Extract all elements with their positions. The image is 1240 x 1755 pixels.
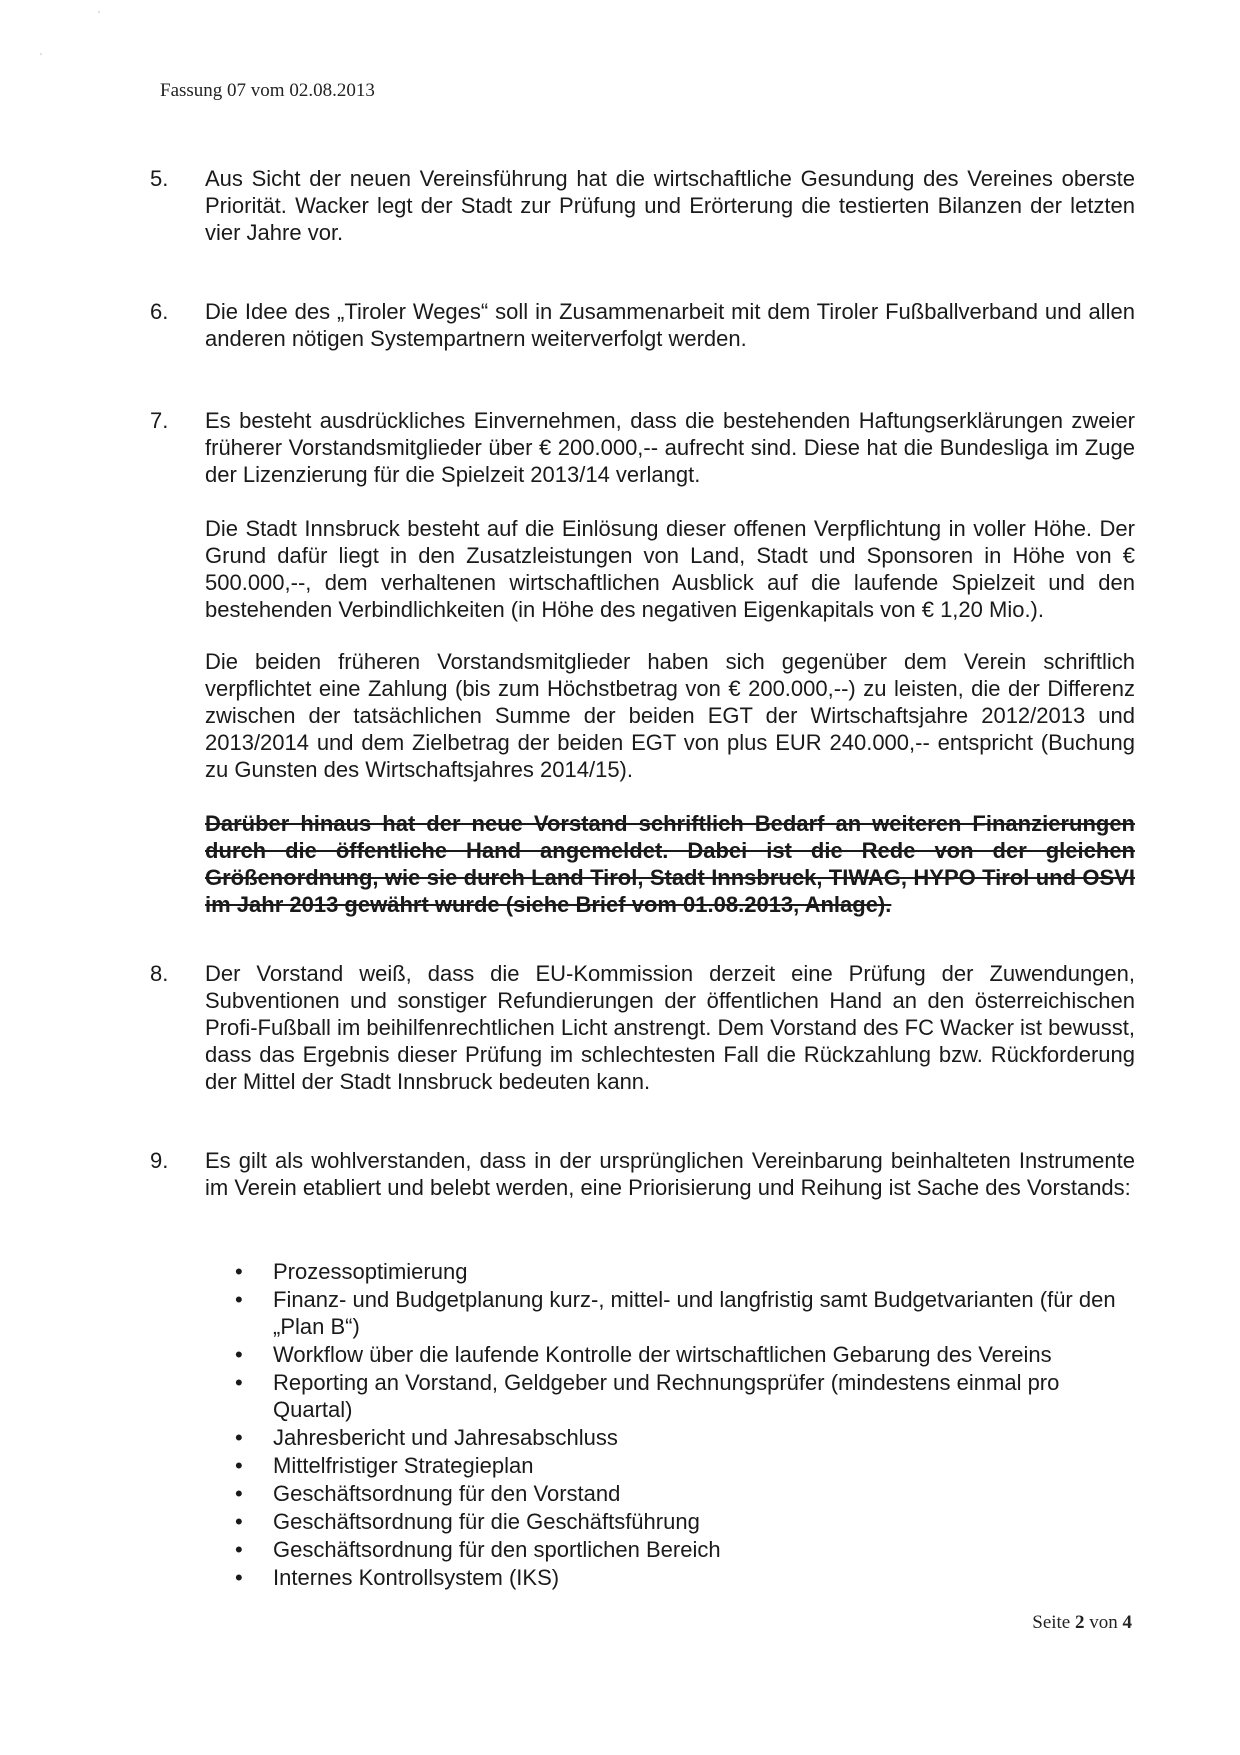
list-item: • Jahresbericht und Jahresabschluss (225, 1424, 1135, 1451)
list-item: • Reporting an Vorstand, Geldgeber und Rechnungsprüfer (mindestens einmal pro Quartal) (225, 1369, 1135, 1423)
page-prefix: Seite (1032, 1612, 1071, 1633)
paragraph: Es gilt als wohlverstanden, dass in der ursprünglichen Vereinbarung beinhalteten Instrumente im Verein etabliert und belebt werden, eine Priorisierung und Reihung ist Sache des Vorstands: (205, 1148, 1135, 1200)
item-9 (150, 1147, 1135, 1201)
page-number (1032, 1612, 1132, 1634)
list-item: • Internes Kontrollsystem (IKS) (225, 1564, 1135, 1591)
instrument-list (225, 1258, 1135, 1592)
item-8 (150, 960, 1135, 1095)
item-7 (150, 407, 1135, 918)
paragraph: Aus Sicht der neuen Vereinsführung hat die wirtschaftliche Gesundung des Vereines oberste Priorität. Wacker legt der Stadt zur Prüfung und Erörterung die testierten Bilanzen der letzten vier Jahre vor. (205, 166, 1135, 245)
list-item: • Workflow über die laufende Kontrolle der wirtschaftlichen Gebarung des Vereins (225, 1341, 1135, 1368)
document-version-header: Fassung 07 vom 02.08.2013 (160, 80, 375, 101)
page-separator: von (1089, 1612, 1118, 1633)
paragraph: Die Idee des „Tiroler Weges“ soll in Zusammenarbeit mit dem Tiroler Fußballverband und allen anderen nötigen Systempartnern weiterverfolgt werden. (205, 299, 1135, 351)
list-item: • Geschäftsordnung für die Geschäftsführung (225, 1508, 1135, 1535)
scan-speck: ' (98, 10, 100, 21)
item-6 (150, 298, 1135, 352)
item-5 (150, 165, 1135, 246)
item-number: 5. (150, 166, 169, 191)
item-number: 9. (150, 1148, 169, 1173)
page-current: 2 (1075, 1612, 1085, 1633)
paragraph: Der Vorstand weiß, dass die EU-Kommission derzeit eine Prüfung der Zuwendungen, Subventionen und sonstiger Refundierungen der öffentlichen Hand an den österreichischen Profi-Fußball im beihilfenrechtlichen Licht anstrengt. Dem Vorstand des FC Wacker ist bewusst, dass das Ergebnis dieser Prüfung im schlechtesten Fall die Rückzahlung bzw. Rückforderung der Mittel der Stadt Innsbruck bedeuten kann. (205, 961, 1135, 1094)
list-item: • Geschäftsordnung für den sportlichen Bereich (225, 1536, 1135, 1563)
item-number: 7. (150, 408, 169, 433)
list-item: • Finanz- und Budgetplanung kurz-, mittel- und langfristig samt Budgetvarianten (für den „Plan B“) (225, 1286, 1135, 1340)
paragraph: Die beiden früheren Vorstandsmitglieder haben sich gegenüber dem Verein schriftlich verpflichtet eine Zahlung (bis zum Höchstbetrag von € 200.000,--) zu leisten, die der Differenz zwischen der tatsächlichen Summe der beiden EGT der Wirtschaftsjahre 2012/2013 und 2013/2014 und dem Zielbetrag der beiden EGT von plus EUR 240.000,-- entspricht (Buchung zu Gunsten des Wirtschaftsjahres 2014/15). (205, 649, 1135, 782)
page-total: 4 (1122, 1612, 1132, 1633)
paragraph: Die Stadt Innsbruck besteht auf die Einlösung dieser offenen Verpflichtung in voller Höhe. Der Grund dafür liegt in den Zusatzleistungen von Land, Stadt und Sponsoren in Höhe von € 500.000,--, dem verhaltenen wirtschaftlichen Ausblick auf die laufende Spielzeit und den bestehenden Verbindlichkeiten (in Höhe des negativen Eigenkapitals von € 1,20 Mio.). (205, 516, 1135, 622)
list-item: • Mittelfristiger Strategieplan (225, 1452, 1135, 1479)
scan-speck: ' (40, 52, 42, 63)
list-item: • Prozessoptimierung (225, 1258, 1135, 1285)
list-item: • Geschäftsordnung für den Vorstand (225, 1480, 1135, 1507)
item-number: 6. (150, 299, 169, 324)
struck-paragraph: Darüber hinaus hat der neue Vorstand schriftlich Bedarf an weiteren Finanzierungen durch die öffentliche Hand angemeldet. Dabei ist die Rede von der gleichen Größenordnung, wie sie durch Land Tirol, Stadt Innsbruck, TIWAG, HYPO Tirol und OSVI im Jahr 2013 gewährt wurde (siehe Brief vom 01.08.2013, Anlage). (205, 811, 1135, 917)
paragraph: Es besteht ausdrückliches Einvernehmen, dass die bestehenden Haftungserklärungen zweier früherer Vorstandsmitglieder über € 200.000,-- aufrecht sind. Diese hat die Bundesliga im Zuge der Lizenzierung für die Spielzeit 2013/14 verlangt. (205, 408, 1135, 487)
item-number: 8. (150, 961, 169, 986)
